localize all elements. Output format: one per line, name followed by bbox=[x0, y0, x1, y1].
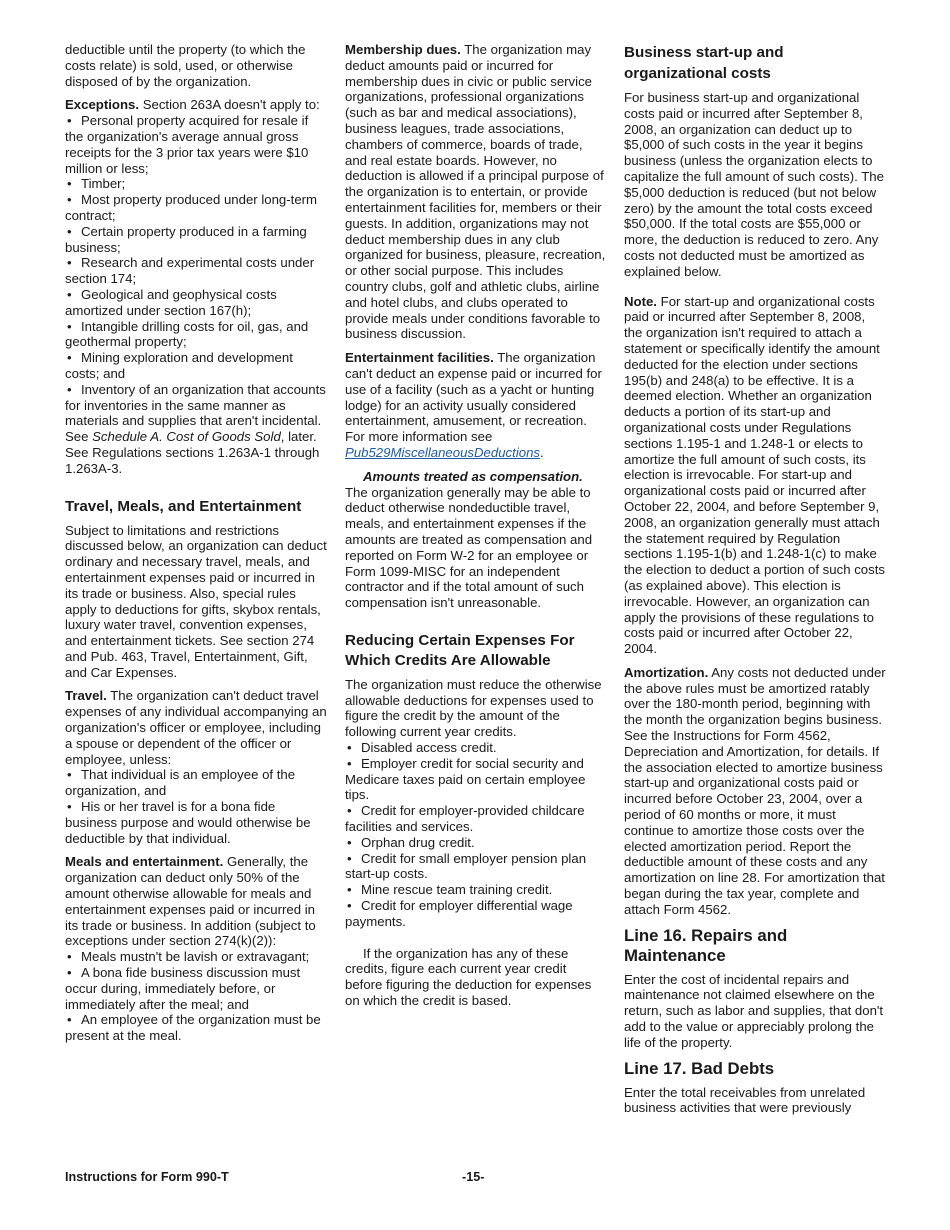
note-text: For start-up and organizational costs paid or incurred after September 8, 2008, the organization isn't required to attach a statement or specifically identify the amount deducted for the election under sections 195(b) and 248(a) to be effective. It is a deemed election. Whether an organization deducts a portion of its start-up and organizational costs under Regulations sections 1.195-1 and 1.248-1 or elects to amortize the full amount of such costs, its election is irrevocable. For start-up and organizational costs paid or incurred after October 22, 2004, and before September 9, 2008, an organization generally must attach the statement required by Regulation sections 1.195-1(b) and 1.248-1(c) to make the election to deduct a portion of such costs (as explained above). This election is irrevocable. However, an organization can apply the provisions of these regulations to costs paid or incurred after October 22, 2004. bbox=[624, 293, 885, 657]
exceptions-label: Exceptions. bbox=[65, 97, 140, 113]
amounts-label: Amounts treated as compensation. bbox=[363, 468, 583, 484]
bullet-text: Inventory of an organization that accounts for inventories in the same manner as materials and supplies that aren't incidental. See bbox=[65, 381, 326, 445]
membership-label: Membership dues. bbox=[345, 42, 461, 57]
section-heading-travel: Travel, Meals, and Entertainment bbox=[65, 497, 302, 515]
note-paragraph bbox=[624, 294, 886, 657]
bullet-text-end: , later. bbox=[280, 429, 317, 445]
pub529-link[interactable]: Pub529MiscellaneousDeductions bbox=[345, 444, 541, 460]
entertainment-text: The organization can't deduct an expense paid or incurred for use of a facility (such as a yacht or hunting lodge) for an activity usually considered entertainment, amusement, or recreation. For more information see bbox=[345, 350, 602, 445]
paragraph-continued: deductible until the property (to which the costs relate) is sold, used, or otherwise disposed of by the organization. bbox=[65, 42, 306, 89]
section-heading-startup: Business start-up and organizational costs bbox=[624, 44, 784, 82]
bullet-item: • Meals mustn't be lavish or extravagant; bbox=[65, 949, 327, 965]
membership-paragraph bbox=[345, 42, 607, 342]
travel-text: The organization can't deduct travel expenses of any individual accompanying an organization's officer or employee, including a spouse or dependent of the officer or employee, unless: bbox=[65, 688, 327, 767]
bullet-item: • Disabled access credit. bbox=[345, 740, 607, 756]
startup-paragraph: For business start-up and organizational costs paid or incurred after September 8, 2008, an organization can deduct up to $5,000 of such costs in the year it begins business (unless the organization elects to capitalize the full amount of such costs). The $5,000 deduction is reduced (but not below zero) by the amount the total costs exceed $50,000. If the total costs are $55,000 or more, the deduction is reduced to zero. Any costs not deducted must be amortized as explained below. bbox=[624, 90, 884, 279]
line16-paragraph: Enter the cost of incidental repairs and maintenance not claimed elsewhere on the return, such as labor and supplies, that don't add to the value or appreciably prolong the life of the property. bbox=[624, 971, 884, 1050]
column-left bbox=[65, 42, 327, 1044]
bullet-item: • Employer credit for social security and Medicare taxes paid on certain employee tips. bbox=[345, 756, 607, 803]
column-right bbox=[624, 42, 886, 1124]
bullet-item: • An employee of the organization must be present at the meal. bbox=[65, 1012, 327, 1044]
membership-text: The organization may deduct amounts paid or incurred for membership dues in civic or public service organizations, professional organizations (such as bar and medical associations), business leagues, trade associations, chambers of commerce, boards of trade, and real estate boards. However, no deduction is allowed if a principal purpose of the organization is to entertain, or provide entertainment facilities for, members or their guests. In addition, organizations may not deduct membership dues in any club organized for business, pleasure, recreation, or other social purpose. This includes country clubs, golf and athletic clubs, airline and hotel clubs, and clubs operated to provide meals under conditions favorable to business discussion. bbox=[345, 42, 606, 342]
reducing-intro: The organization must reduce the otherwise allowable deductions for expenses used to figure the credit by the amount of the following current year credits. bbox=[345, 676, 602, 740]
section-heading-reducing: Reducing Certain Expenses For Which Credits Are Allowable bbox=[345, 631, 575, 669]
bullet-item: • Mine rescue team training credit. bbox=[345, 882, 607, 898]
column-middle bbox=[345, 42, 607, 1017]
line17-paragraph: Enter the total receivables from unrelated business activities that were previously bbox=[624, 1084, 866, 1116]
exceptions-paragraph bbox=[65, 97, 327, 113]
amortization-label: Amortization. bbox=[624, 664, 709, 680]
amounts-paragraph bbox=[345, 469, 607, 611]
amortization-paragraph bbox=[624, 665, 886, 918]
line16-heading: Line 16. Repairs and Maintenance bbox=[624, 925, 788, 965]
bullet-item: • Credit for small employer pension plan start-up costs. bbox=[345, 851, 607, 883]
footer-form-title: Instructions for Form 990-T bbox=[65, 1170, 229, 1184]
schedule-a-reference: Schedule A. Cost of Goods Sold bbox=[92, 429, 281, 445]
travel-label: Travel. bbox=[65, 688, 107, 704]
footer-page-number: -15- bbox=[462, 1170, 485, 1184]
bullet-item: • A bona fide business discussion must occur during, immediately before, or immediately after the meal; and bbox=[65, 965, 327, 1012]
bullet-item: • Orphan drug credit. bbox=[345, 835, 607, 851]
regulations-reference: See Regulations sections 1.263A-1 through 1.263A-3. bbox=[65, 444, 320, 476]
bullet-item: • Research and experimental costs under section 174; bbox=[65, 255, 327, 287]
bullet-item: • His or her travel is for a bona fide business purpose and would otherwise be deductible by that individual. bbox=[65, 799, 327, 846]
exceptions-text: Section 263A doesn't apply to: bbox=[139, 97, 320, 113]
bullet-item: • Timber; bbox=[65, 176, 327, 192]
bullet-item: • That individual is an employee of the organization, and bbox=[65, 767, 327, 799]
meals-text: Generally, the organization can deduct only 50% of the amount otherwise allowable for meals and entertainment expenses paid or incurred in its trade or business. In addition (subject to exceptions under section 274(k)(2)): bbox=[65, 854, 316, 949]
bullet-item: • Intangible drilling costs for oil, gas, and geothermal property; bbox=[65, 319, 327, 351]
entertainment-end: . bbox=[540, 444, 544, 460]
bullet-item: • Most property produced under long-term contract; bbox=[65, 192, 327, 224]
line17-heading: Line 17. Bad Debts bbox=[624, 1058, 775, 1078]
bullet-item bbox=[65, 382, 327, 445]
bullet-item: • Certain property produced in a farming business; bbox=[65, 224, 327, 256]
entertainment-label: Entertainment facilities. bbox=[345, 350, 494, 366]
meals-paragraph bbox=[65, 854, 327, 949]
amortization-text: Any costs not deducted under the above rules must be amortized ratably over the 180-month period, beginning with the month the organization begins business. See the Instructions for Form 4562, Depreciation and Amortization, for details. If the association elected to amortize business start-up and organizational costs paid or incurred before October 23, 2004, over a period of 60 months or more, it must continue to amortize those costs over the elected amortization period. Report the deductible amount of these costs and any amortization on line 28. For amortization that began during the tax year, complete and attach Form 4562. bbox=[624, 664, 886, 917]
bullet-item: • Personal property acquired for resale if the organization's average annual gross receipts for the 3 prior tax years were $10 million or less; bbox=[65, 113, 327, 176]
reducing-end: If the organization has any of these credits, figure each current year credit before figuring the deduction for expenses on which the credit is based. bbox=[345, 945, 592, 1009]
bullet-item: • Credit for employer differential wage payments. bbox=[345, 898, 607, 930]
bullet-item: • Credit for employer-provided childcare facilities and services. bbox=[345, 803, 607, 835]
entertainment-paragraph bbox=[345, 350, 607, 461]
meals-label: Meals and entertainment. bbox=[65, 854, 224, 870]
travel-paragraph bbox=[65, 688, 327, 767]
amounts-text: The organization generally may be able to deduct otherwise nondeductible travel, meals, and entertainment expenses if the amounts are treated as compensation and reported on Form W-2 for an employee or Form 1099-MISC for an independent contractor and if the total amount of such compensation isn't unreasonable. bbox=[345, 484, 593, 611]
bullet-item: • Geological and geophysical costs amortized under section 167(h); bbox=[65, 287, 327, 319]
travel-intro: Subject to limitations and restrictions discussed below, an organization can deduct ordinary and necessary travel, meals, and entertainment expenses paid or incurred in its trade or business. Also, special rules apply to deductions for gifts, skybox rentals, luxury water travel, convention expenses, and entertainment tickets. See section 274 and Pub. 463, Travel, Entertainment, Gift, and Car Expenses. bbox=[65, 522, 327, 680]
bullet-item: • Mining exploration and development costs; and bbox=[65, 350, 327, 382]
note-label: Note. bbox=[624, 293, 657, 309]
